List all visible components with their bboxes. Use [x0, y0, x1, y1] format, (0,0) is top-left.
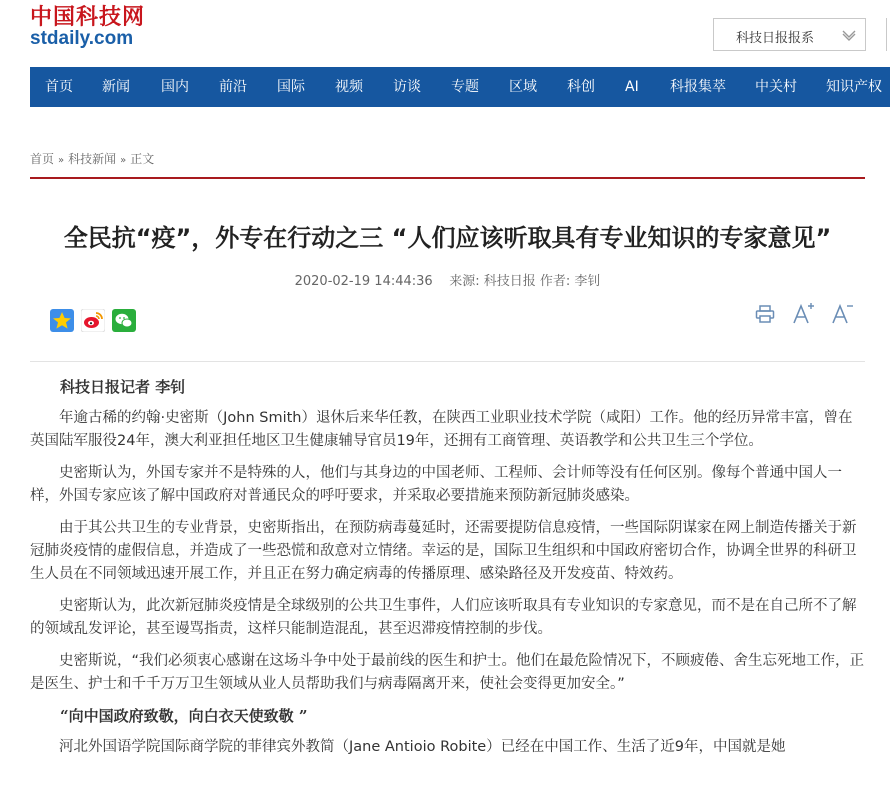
nav-item-interview[interactable]: 访谈 [393, 79, 421, 95]
font-increase-icon[interactable] [792, 302, 816, 326]
article-paragraph: 史密斯认为，此次新冠肺炎疫情是全球级别的公共卫生事件，人们应该听取具有专业知识的专家意见，而不是在自己所不了解的领域乱发评论，甚至谩骂指责，这样只能制造混乱，甚至迟滞疫情控制的步伐。 [30, 598, 857, 637]
dropdown-label: 科技日报报系 [736, 31, 815, 46]
nav-item-zhongguancun[interactable]: 中关村 [755, 79, 797, 95]
article-paragraph: 史密斯说，“我们必须衷心感谢在这场斗争中处于最前线的医生和护士。他们在最危险情况下，不顾疲倦、舍生忘死地工作，正是医生、护士和千千万万卫生领域从业人员帮助我们与病毒隔离开来，使社会变得更加安全。” [30, 653, 865, 692]
article-paragraph: 年逾古稀的约翰·史密斯（John Smith）退休后来华任教，在陕西工业职业技术学院（咸阳）工作。他的经历异常丰富，曾在英国陆军服役24年，澳大利亚担任地区卫生健康辅导官员19年，还拥有工商管理、英语教学和公共卫生三个学位。 [30, 410, 853, 449]
nav-item-home[interactable]: 首页 [45, 79, 73, 95]
secondary-dropdown-edge[interactable] [886, 18, 890, 51]
article-paragraph: 由于其公共卫生的专业背景，史密斯指出，在预防病毒蔓延时，还需要提防信息疫情，一些国际阴谋家在网上制造传播关于新冠肺炎疫情的虚假信息，并造成了一些恐慌和敌意对立情绪。幸运的是，国际卫生组织和中国政府密切合作，协调全世界的科研卫生人员在不同领域迅速开展工作，并且正在努力确定病毒的传播原理、感染路径及开发疫苗、特效药。 [30, 520, 857, 582]
breadcrumb-current: 正文 [130, 152, 155, 166]
chevron-down-icon [841, 27, 857, 43]
article-byline: 科技日报记者 李钊 [60, 378, 186, 396]
site-logo[interactable] [30, 4, 160, 48]
header-divider [30, 177, 865, 179]
breadcrumb-separator: » [120, 155, 127, 166]
nav-item-news[interactable]: 新闻 [102, 79, 130, 95]
nav-item-region[interactable]: 区域 [509, 79, 537, 95]
nav-item-innovation[interactable]: 科创 [567, 79, 595, 95]
article-body [30, 376, 865, 768]
nav-item-ip[interactable]: 知识产权 [826, 79, 882, 95]
content-divider [30, 361, 865, 362]
font-decrease-icon[interactable] [831, 302, 855, 326]
newspaper-family-dropdown[interactable] [713, 18, 866, 51]
article-meta [30, 270, 865, 289]
logo-chinese-text: 中国科技网 [30, 4, 146, 30]
print-icon[interactable] [755, 305, 775, 323]
article-subheading: “向中国政府致敬，向白衣天使致敬 ” [60, 707, 308, 725]
qzone-share-icon[interactable] [50, 309, 74, 332]
wechat-share-icon[interactable] [112, 309, 136, 332]
breadcrumb [30, 150, 154, 167]
article-title: 全民抗“疫”，外专在行动之三 “人们应该听取具有专业知识的专家意见” [63, 224, 832, 252]
article-paragraph: 史密斯认为，外国专家并不是特殊的人，他们与其身边的中国老师、工程师、会计师等没有任何区别。像每个普通中国人一样，外国专家应该了解中国政府对普通民众的呼吁要求，并采取必要措施来预防新冠肺炎感染。 [30, 465, 842, 504]
nav-item-special[interactable]: 专题 [451, 79, 479, 95]
nav-item-video[interactable]: 视频 [335, 79, 363, 95]
article-source: 来源: 科技日报 作者: 李钊 [449, 274, 601, 289]
breadcrumb-separator: » [58, 155, 65, 166]
logo-english-text: stdaily.com [30, 28, 134, 49]
article-date: 2020-02-19 14:44:36 [294, 274, 433, 289]
nav-item-domestic[interactable]: 国内 [161, 79, 189, 95]
nav-item-frontier[interactable]: 前沿 [219, 79, 247, 95]
main-nav [30, 67, 890, 107]
article-paragraph: 河北外国语学院国际商学院的菲律宾外教简（Jane Antioio Robite）已经在中国工作、生活了近9年，中国就是她 [59, 739, 786, 755]
nav-item-international[interactable]: 国际 [277, 79, 305, 95]
nav-item-ai[interactable]: AI [625, 79, 639, 95]
breadcrumb-section[interactable]: 科技新闻 [68, 152, 117, 166]
nav-item-digest[interactable]: 科报集萃 [670, 79, 726, 95]
breadcrumb-home[interactable]: 首页 [30, 152, 55, 166]
weibo-share-icon[interactable] [81, 309, 105, 332]
